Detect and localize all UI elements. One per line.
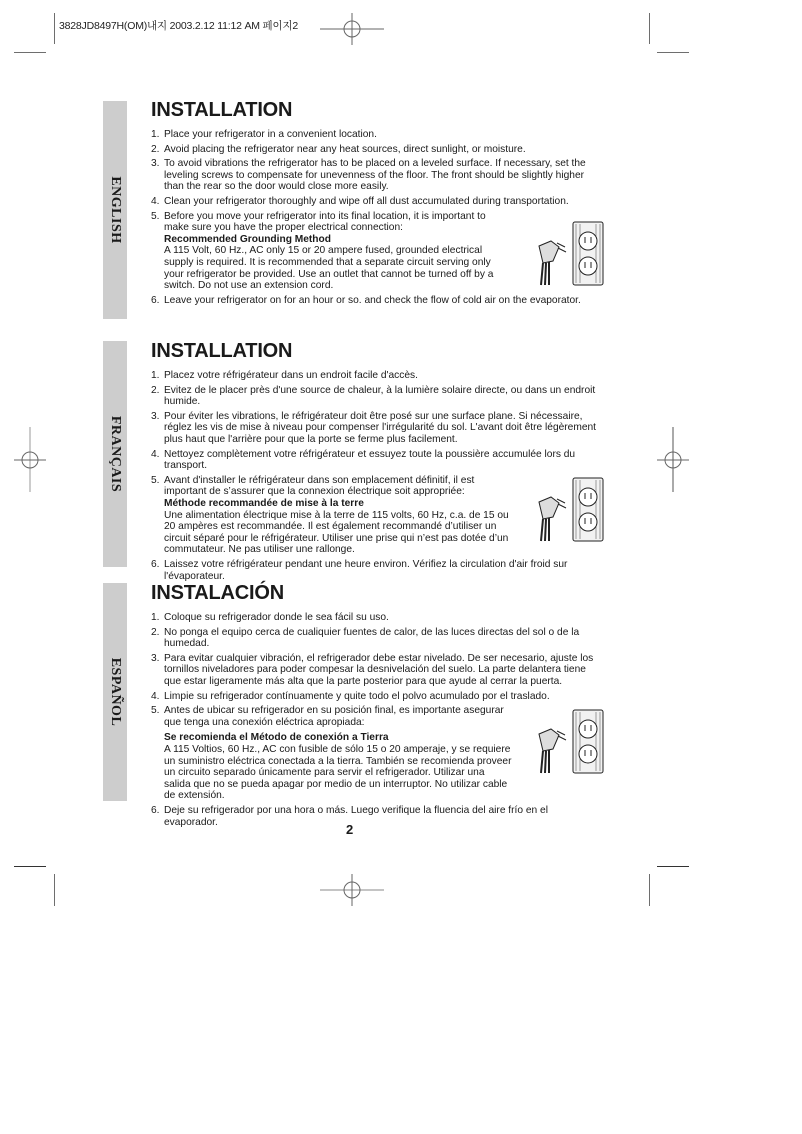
list-item xyxy=(151,612,603,624)
item-number: 2. xyxy=(151,384,160,396)
item-text: Clean your refrigerator thoroughly and wipe off all dust accumulated during transportation. xyxy=(164,195,569,207)
instruction-list xyxy=(151,612,603,828)
item-number: 6. xyxy=(151,294,160,306)
list-item xyxy=(151,385,603,408)
item-number: 3. xyxy=(151,410,160,422)
item-number: 5. xyxy=(151,210,160,222)
item-text: Coloque su refrigerador donde le sea fácil su uso. xyxy=(164,612,389,623)
registration-crosshair-icon xyxy=(657,427,689,492)
grounding-method-heading: Méthode recommandée de mise à la terre xyxy=(164,497,364,509)
section-spanish xyxy=(151,582,603,831)
tab-label: ENGLISH xyxy=(108,176,123,244)
item-number: 4. xyxy=(151,690,160,702)
item-number: 3. xyxy=(151,158,160,170)
item-text: Evitez de le placer près d'une source de chaleur, à la lumière solaire directe, ou dans un endroit humide. xyxy=(164,384,596,408)
item-number: 1. xyxy=(151,370,160,381)
section-french xyxy=(151,340,603,585)
item-text: Place your refrigerator in a convenient location. xyxy=(164,129,377,140)
item-text: Para evitar cualquier vibración, el refrigerador debe estar nivelado. De ser necesario, ajuste los tornillos niveladores para poder compesar la desnivelación del suelo. La parte delantera tiene que estar ligeramente más alta que la parte posterior para que ayude al cerrar la puerta. xyxy=(164,652,594,687)
item-text: Placez votre réfrigérateur dans un endroit facile d'accès. xyxy=(164,370,418,381)
crop-mark-top-left-vertical xyxy=(54,13,55,44)
list-item xyxy=(151,411,603,446)
grounding-method-heading: Recommended Grounding Method xyxy=(164,233,331,245)
item-number: 4. xyxy=(151,448,160,460)
item-number: 3. xyxy=(151,652,160,664)
list-item xyxy=(151,211,603,292)
crop-mark-top-left-horizontal xyxy=(14,52,46,53)
crop-mark-top-right-vertical xyxy=(649,13,650,44)
section-title: INSTALLATION xyxy=(151,99,293,121)
list-item xyxy=(151,449,603,472)
item-text: Deje su refrigerador por una hora o más. Luego verifique la fluencia del aire frío en el evaporador. xyxy=(164,804,548,828)
list-item xyxy=(151,805,603,828)
crop-mark-top-right-horizontal xyxy=(657,52,689,53)
item-number: 6. xyxy=(151,558,160,570)
grounding-method-text: Une alimentation électrique mise à la terre de 115 volts, 60 Hz, c.a. de 15 ou 20 ampères est recommandée. Il est également recommandé d’utiliser un circuit séparé pour le réfrigérateur. Utiliser une prise qui n’est pas dotée d’un commutateur. Ne pas utiliser une rallonge. xyxy=(164,509,509,556)
grounding-method-heading: Se recomienda el Método de conexión a Tierra xyxy=(164,732,389,744)
item-text: Pour éviter les vibrations, le réfrigérateur doit être posé sur une surface plane. Si nécessaire, réglez les vis de mise à niveau pour compenser l'irrégularité du sol. L'avant doit être légèrement plus haut que l'arrière pour que la porte se ferme plus facilement. xyxy=(164,410,596,445)
crop-mark-bottom-right-horizontal xyxy=(657,866,689,867)
item-number: 2. xyxy=(151,143,160,155)
print-slug: 3828JD8497H(OM)내지 2003.2.12 11:12 AM 페이지2 xyxy=(59,20,299,32)
registration-crosshair-icon xyxy=(320,13,384,45)
list-item xyxy=(151,196,603,208)
list-item xyxy=(151,370,603,382)
section-title: INSTALACIÓN xyxy=(151,582,284,604)
item-number: 2. xyxy=(151,626,160,638)
list-item xyxy=(151,653,603,688)
item-text: To avoid vibrations the refrigerator has to be placed on a leveled surface. If necessary, set the leveling screws to compensate for unevenness of the floor. The front should be slightly higher than the rear so the door would close more easily. xyxy=(164,158,586,193)
language-tab-french xyxy=(103,341,127,567)
grounding-method-text: A 115 Volt, 60 Hz., AC only 15 or 20 ampere fused, grounded electrical supply is required. It is recommended that a separate circuit serving only your refrigerator be provided. Use an outlet that cannot be turned off by a switch. Do not use an extension cord. xyxy=(164,245,494,292)
item-text: Nettoyez complètement votre réfrigérateur et essuyez toute la poussière accumulée lors du transport. xyxy=(164,448,576,472)
item-text: Antes de ubicar su refrigerador en su posición final, es importante asegurar que tenga una conexión eléctrica apropiada: xyxy=(164,705,504,728)
outlet-plug-illustration xyxy=(529,477,607,543)
item-text: Before you move your refrigerator into its final location, it is important to make sure you have the proper electrical connection: xyxy=(164,210,486,234)
list-item xyxy=(151,691,603,703)
item-number: 1. xyxy=(151,612,160,623)
outlet-plug-illustration xyxy=(529,709,607,775)
item-text: Limpie su refrigerador contínuamente y quite todo el polvo acumulado por el traslado. xyxy=(164,690,550,702)
item-text: Leave your refrigerator on for an hour or so. and check the flow of cold air on the evaporator. xyxy=(164,294,581,306)
language-tab-spanish xyxy=(103,583,127,801)
item-text: Laissez votre réfrigérateur pendant une heure environ. Vérifiez la circulation d'air froid sur l'évaporateur. xyxy=(164,558,568,582)
item-text: Avoid placing the refrigerator near any heat sources, direct sunlight, or moisture. xyxy=(164,143,526,155)
item-number: 5. xyxy=(151,474,160,486)
language-tab-english xyxy=(103,101,127,319)
list-item xyxy=(151,475,603,556)
section-title: INSTALLATION xyxy=(151,340,293,362)
instruction-list xyxy=(151,129,603,306)
item-number: 4. xyxy=(151,195,160,207)
item-number: 6. xyxy=(151,804,160,816)
item-number: 1. xyxy=(151,129,160,140)
tab-label: ESPAÑOL xyxy=(108,657,123,727)
grounding-method-text: A 115 Voltios, 60 Hz., AC con fusible de sólo 15 o 20 amperaje, y se requiere un suministro eléctrica conectada a la tierra. También se recomienda proveer un circuito separado únicamente para servir el refrigerador. Utilizar una salida que no se pueda apagar por medio de un interruptor. No utilizar cable de extensión. xyxy=(164,743,512,802)
list-item xyxy=(151,144,603,156)
list-item xyxy=(151,705,603,802)
registration-crosshair-icon xyxy=(14,427,46,492)
instruction-list xyxy=(151,370,603,582)
item-text: Avant d'installer le réfrigérateur dans son emplacement définitif, il est important de s’assurer que la connexion électrique soit appropriée: xyxy=(164,474,475,498)
outlet-plug-illustration xyxy=(529,221,607,287)
list-item xyxy=(151,559,603,582)
crop-mark-bottom-left-horizontal xyxy=(14,866,46,867)
crop-mark-bottom-left-vertical xyxy=(54,874,55,906)
crop-mark-bottom-right-vertical xyxy=(649,874,650,906)
list-item xyxy=(151,627,603,650)
list-item xyxy=(151,129,603,141)
item-number: 5. xyxy=(151,705,160,717)
page-number: 2 xyxy=(346,822,354,837)
section-english xyxy=(151,99,603,309)
item-text: No ponga el equipo cerca de cualiquier fuentes de calor, de las luces directas del sol o de la humedad. xyxy=(164,626,580,650)
list-item xyxy=(151,158,603,193)
list-item xyxy=(151,295,603,307)
registration-crosshair-icon xyxy=(320,874,384,906)
tab-label: FRANÇAIS xyxy=(108,415,123,493)
